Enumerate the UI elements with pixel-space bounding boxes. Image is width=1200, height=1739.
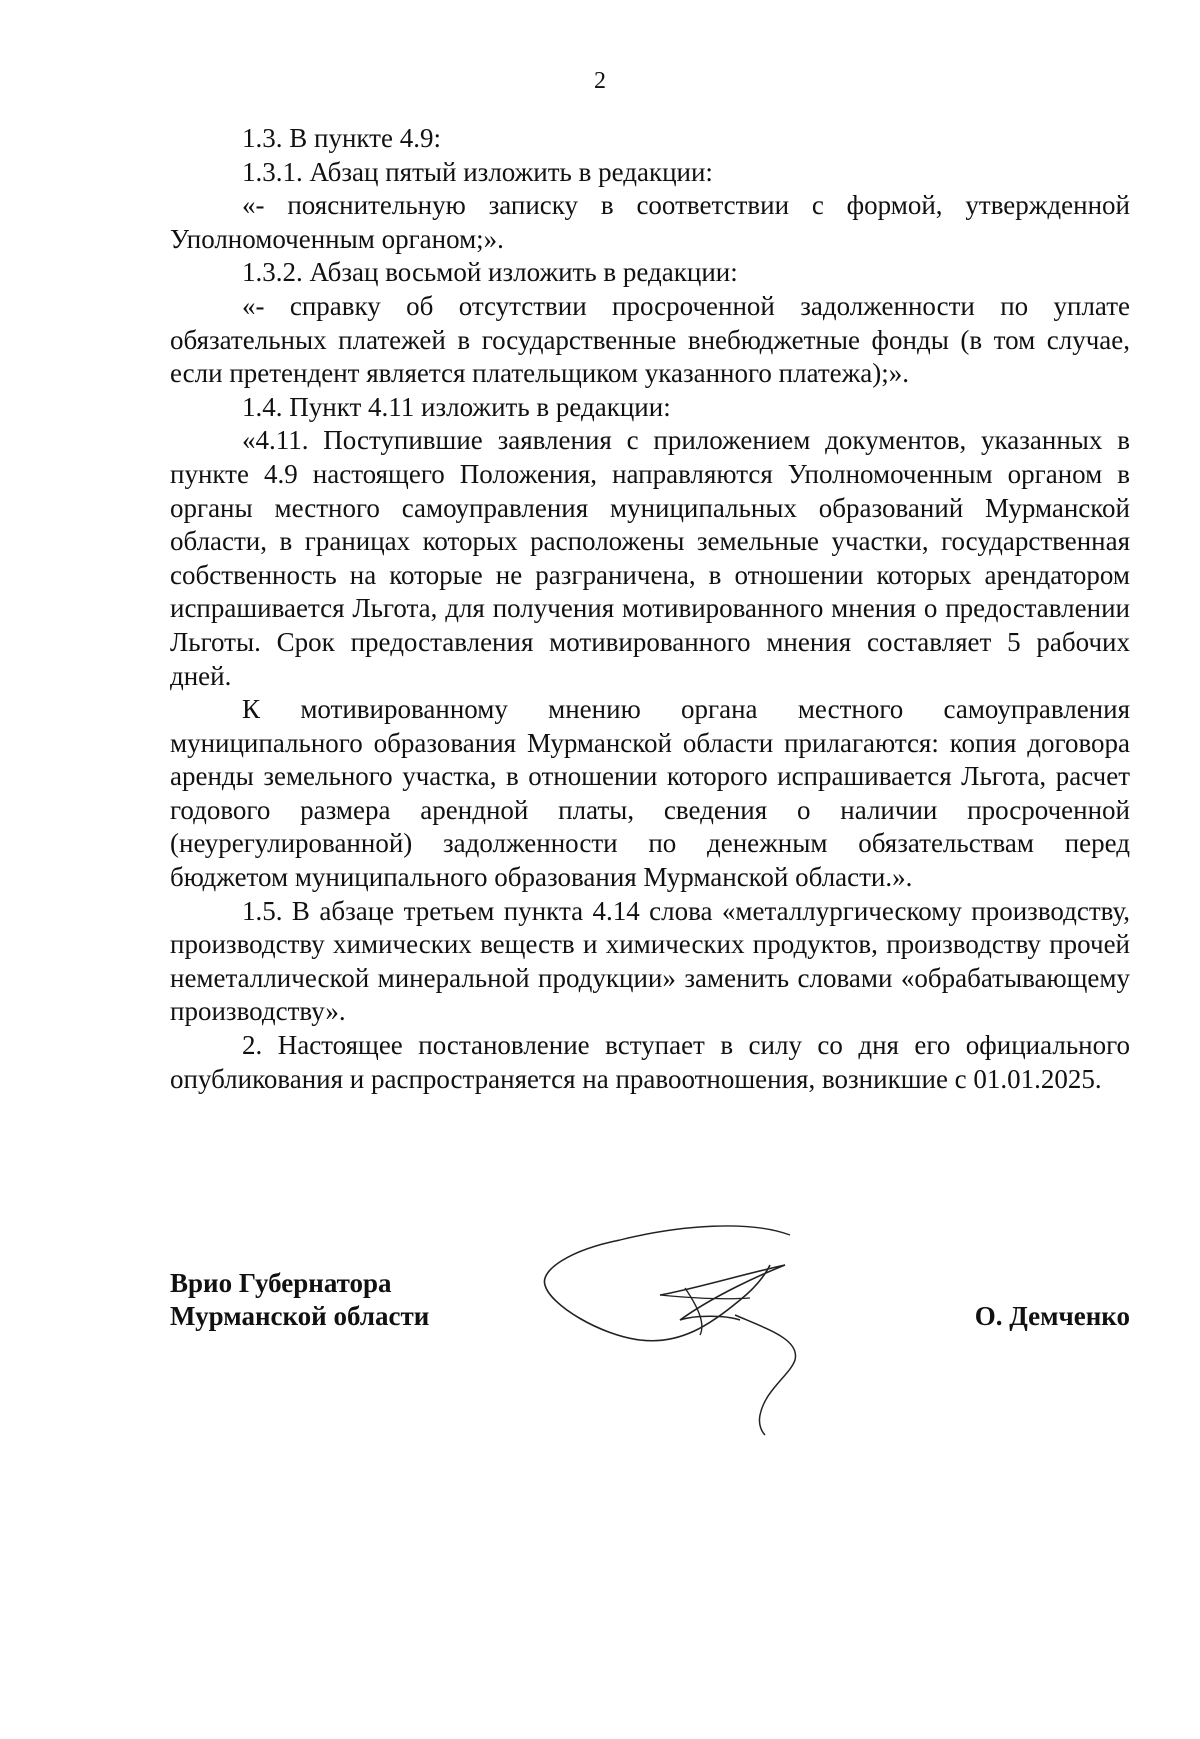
paragraph-1-5: 1.5. В абзаце третьем пункта 4.14 слова «металлургическому производству, производству химических веществ и химических продуктов, производству прочей неметаллической минеральной продукции» заменить словами «обрабатывающему производству». (170, 895, 1130, 1027)
signatory-name: О. Демченко (974, 1301, 1130, 1331)
paragraph-1-3: 1.3. В пункте 4.9: (242, 123, 441, 153)
paragraph-1-4: 1.4. Пункт 4.11 изложить в редакции: (242, 391, 671, 422)
paragraph-1-3-1: 1.3.1. Абзац пятый изложить в редакции: (242, 156, 713, 187)
page-number: 2 (594, 68, 606, 94)
signatory-title-line1: Врио Губернатора (170, 1268, 392, 1298)
paragraph-1-3-2-text: «- справку об отсутствии просроченной задолженности по уплате обязательных платежей в государственные внебюджетные фонды (в том случае, если претендент является плательщиком указанного платежа);». (170, 290, 1130, 389)
document-body (170, 122, 1130, 1096)
paragraph-4-11-text: «4.11. Поступившие заявления с приложением документов, указанных в пункте 4.9 настоящего Положения, направляются Уполномоченным органом в органы местного самоуправления муниципальных образований Мурманской области, в границах которых расположены земельные участки, государственная собственность на которые не разграничена, в отношении которых арендатором испрашивается Льгота, для получения мотивированного мнения о предоставлении Льготы. Срок предоставления мотивированного мнения составляет 5 рабочих дней. (170, 425, 1130, 691)
paragraph-1-3-1-text: «- пояснительную записку в соответствии с формой, утвержденной Уполномоченным органом;». (170, 190, 1130, 254)
paragraph-2: 2. Настоящее постановление вступает в силу со дня его официального опубликования и распространяется на правоотношения, возникшие с 01.01.2025. (170, 1030, 1130, 1094)
signatory-title-line2: Мурманской области (170, 1301, 430, 1331)
paragraph-motivated-opinion: К мотивированному мнению органа местного самоуправления муниципального образования Мурманской области прилагаются: копия договора аренды земельного участка, в отношении которого испрашивается Льгота, расчет годового размера арендной платы, сведения о наличии просроченной (неурегулированной) задолженности по денежным обязательствам перед бюджетом муниципального образования Мурманской области.». (170, 694, 1130, 893)
handwritten-signature (540, 1220, 900, 1450)
paragraph-1-3-2: 1.3.2. Абзац восьмой изложить в редакции: (242, 257, 738, 288)
signatory-title (170, 1267, 429, 1333)
